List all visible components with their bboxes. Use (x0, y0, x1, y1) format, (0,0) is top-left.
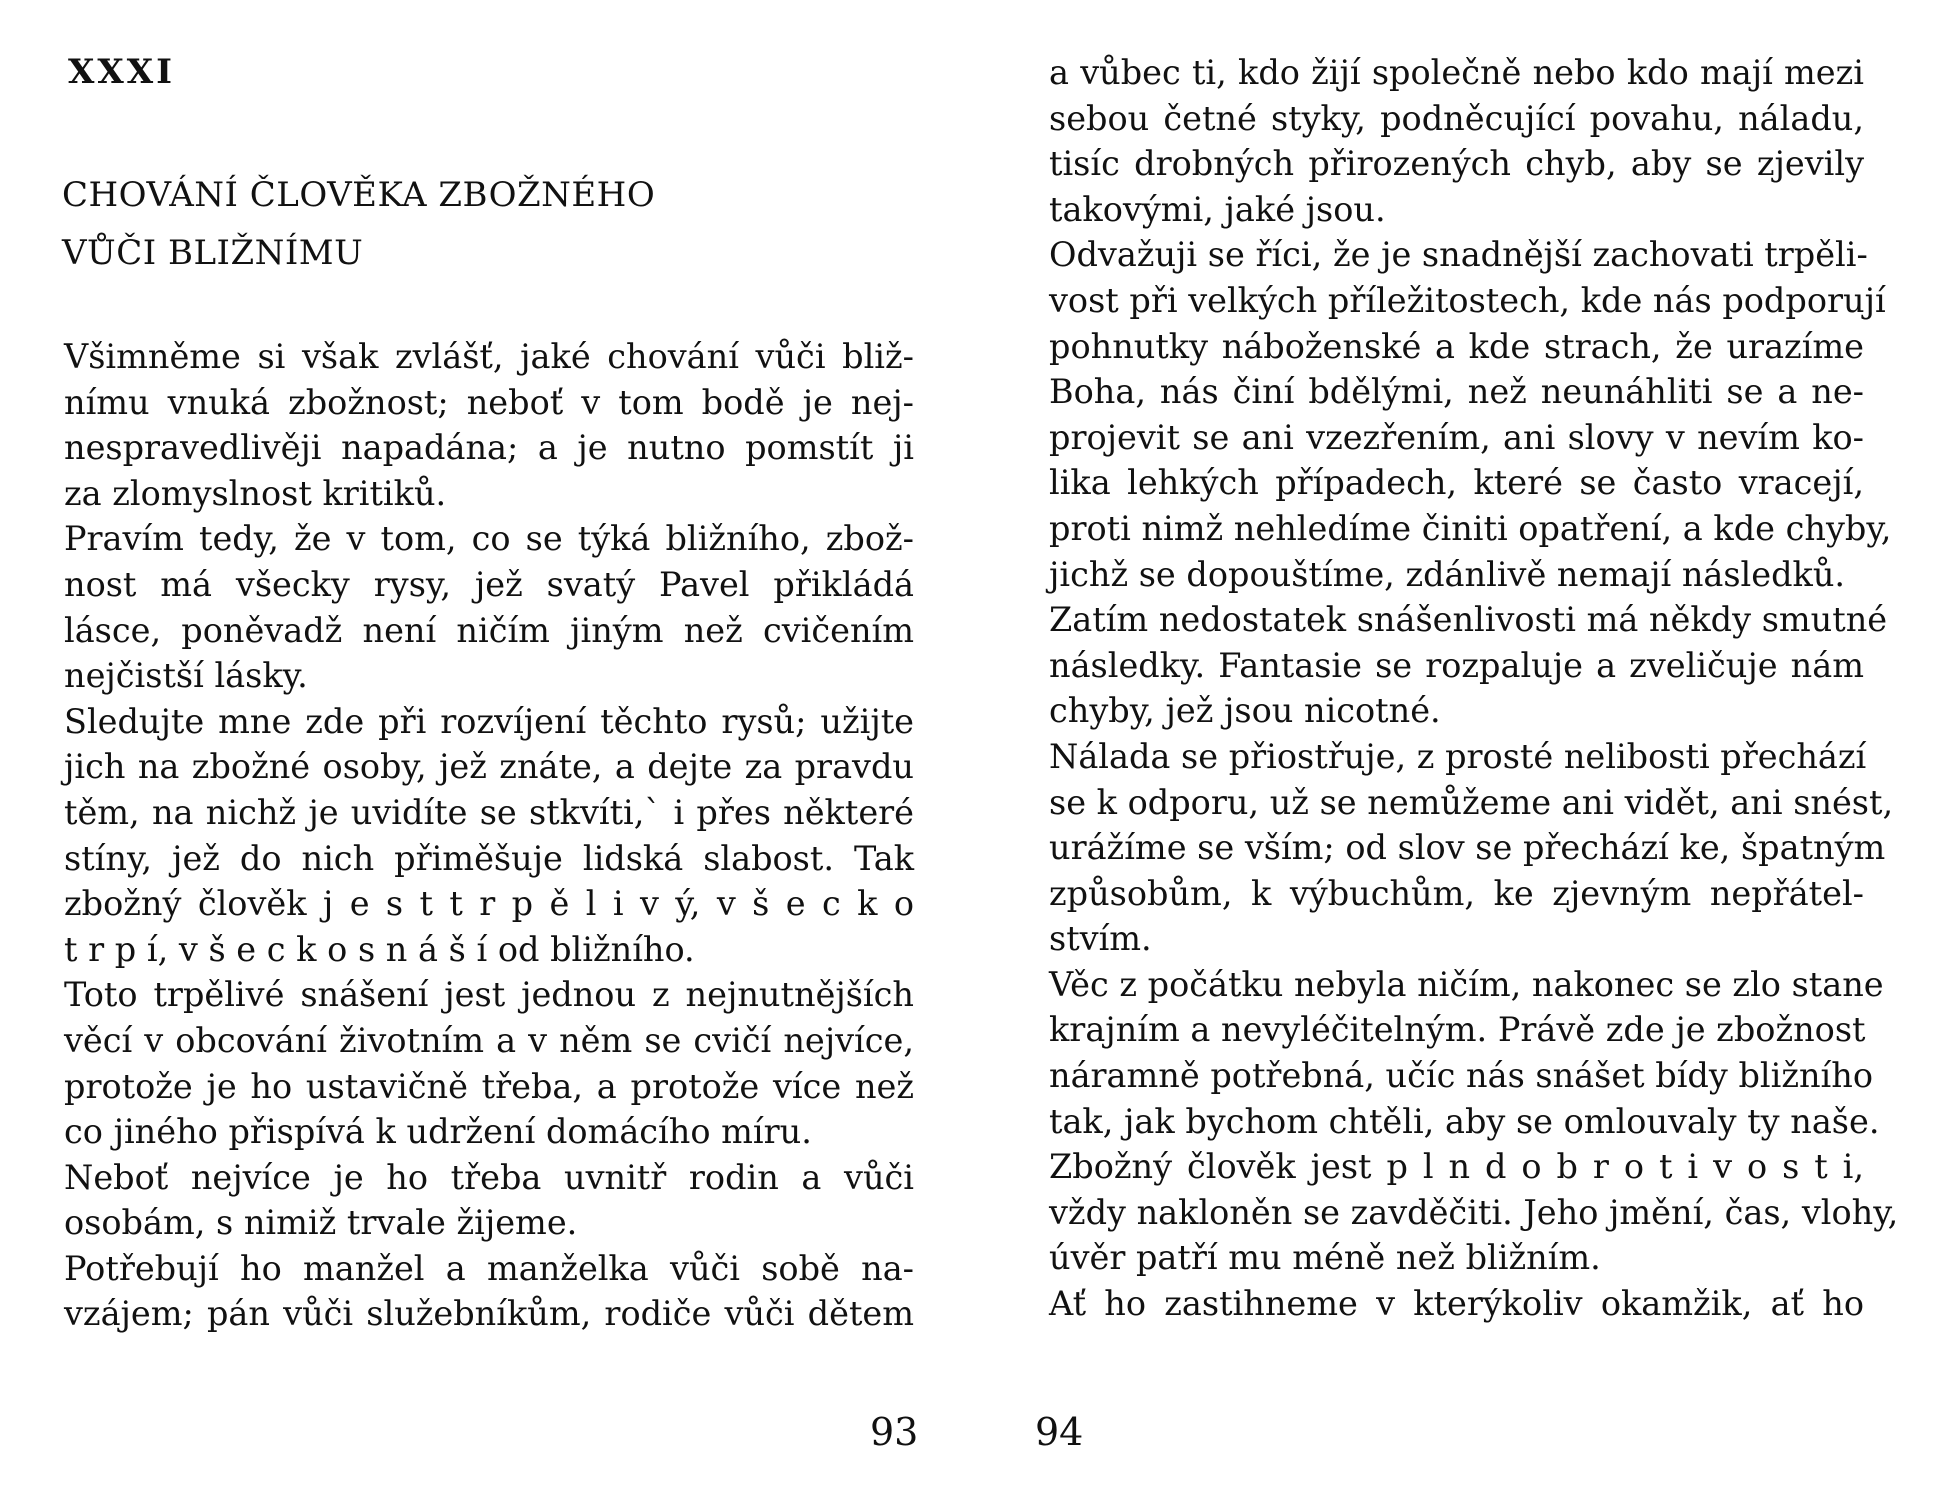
text-line: náramně potřebná, učíc nás snášet bídy bližního (1049, 1056, 1874, 1096)
text-line: proti nimž nehledíme činiti opatření, a kde chyby, (1049, 508, 1892, 548)
text-line: jichž se dopouštíme, zdánlivě nemají následků. (1049, 554, 1846, 594)
text-line: vždy nakloněn se zavděčiti. Jeho jmění, čas, vlohy, (1049, 1192, 1899, 1232)
text-line: nespravedlivěji napadána; a je nutno pomstít ji (64, 428, 914, 468)
text-line: tisíc drobných přirozených chyb, aby se zjevily (1049, 144, 1864, 184)
text-line: chyby, jež jsou nicotné. (1049, 691, 1441, 731)
page-number: 93 (870, 1410, 919, 1454)
text-line: lásce, poněvadž není ničím jiným než cvičením (64, 610, 914, 650)
left-body-text (64, 334, 914, 1337)
text-line: osobám, s nimiž trvale žijeme. (64, 1203, 578, 1243)
text-line: Zbožný člověk jest p l n d o b r o t i v o s t i, (1049, 1147, 1864, 1187)
text-line: způsobům, k výbuchům, ke zjevným nepřátel- (1049, 873, 1864, 913)
text-line: nost má všecky rysy, jež svatý Pavel přikládá (64, 564, 914, 604)
text-line: Neboť nejvíce je ho třeba uvnitř rodin a vůči (64, 1157, 914, 1197)
text-line: následky. Fantasie se rozpaluje a zveličuje nám (1049, 645, 1864, 685)
text-line: takovými, jaké jsou. (1049, 189, 1386, 229)
text-line: Odvažuji se říci, že je snadnější zachovati trpěli- (1049, 235, 1868, 275)
page-number: 94 (1035, 1410, 1084, 1454)
text-line: stíny, jež do nich přiměšuje lidská slabost. Tak (64, 838, 914, 878)
text-line: stvím. (1049, 919, 1152, 959)
text-line: se k odporu, už se nemůžeme ani vidět, ani snést, (1049, 782, 1894, 822)
text-line: Věc z počátku nebyla ničím, nakonec se zlo stane (1049, 964, 1884, 1004)
text-line: co jiného přispívá k udržení domácího míru. (64, 1112, 812, 1152)
text-line: pohnutky náboženské a kde strach, že urazíme (1049, 326, 1864, 366)
text-line: protože je ho ustavičně třeba, a protože více než (64, 1066, 914, 1106)
text-line: Nálada se přiostřuje, z prosté nelibosti přechází (1049, 736, 1867, 776)
text-line: Toto trpělivé snášení jest jednou z nejnutnějších (64, 975, 914, 1015)
text-line: úvěr patří mu méně než bližním. (1049, 1238, 1601, 1278)
right-page (969, 0, 1938, 1500)
chapter-title-line: CHOVÁNÍ ČLOVĚKA ZBOŽNÉHO (62, 175, 656, 215)
right-body-text (1049, 50, 1899, 1327)
text-line: tak, jak bychom chtěli, aby se omlouvaly ty naše. (1049, 1101, 1880, 1141)
text-line: nejčistší lásky. (64, 656, 308, 696)
text-line: za zlomyslnost kritiků. (64, 473, 447, 513)
text-line: zbožný člověk j e s t t r p ě l i v ý, v š e c k o (64, 884, 914, 924)
text-line: věcí v obcování životním a v něm se cvičí nejvíce, (64, 1020, 914, 1060)
text-line: krajním a nevyléčitelným. Právě zde je zbožnost (1049, 1010, 1866, 1050)
text-line: lika lehkých případech, které se často vracejí, (1049, 463, 1864, 503)
text-line: Potřebují ho manžel a manželka vůči sobě na- (64, 1248, 914, 1288)
text-line: jich na zbožné osoby, jež znáte, a dejte za pravdu (64, 747, 914, 787)
chapter-title-line: VŮČI BLIŽNÍMU (62, 233, 364, 273)
text-line: t r p í, v š e c k o s n á š í od bližního. (64, 929, 695, 969)
text-line: Ať ho zastihneme v kterýkoliv okamžik, ať ho (1049, 1284, 1864, 1324)
text-line: těm, na nichž je uvidíte se stkvíti,` i přes některé (64, 792, 914, 832)
text-line: Zatím nedostatek snášenlivosti má někdy smutné (1049, 600, 1888, 640)
chapter-number: XXXI (68, 52, 176, 92)
text-line: urážíme se vším; od slov se přechází ke, špatným (1049, 828, 1886, 868)
text-line: sebou četné styky, podněcující povahu, náladu, (1049, 98, 1864, 138)
text-line: projevit se ani vzezřením, ani slovy v nevím ko- (1049, 417, 1864, 457)
text-line: nímu vnuká zbožnost; neboť v tom bodě je nej- (64, 382, 914, 422)
text-line: Sledujte mne zde při rozvíjení těchto rysů; užijte (64, 701, 914, 741)
text-line: a vůbec ti, kdo žijí společně nebo kdo mají mezi (1049, 53, 1864, 92)
chapter-title (62, 166, 655, 282)
text-line: vost při velkých příležitostech, kde nás podporují (1049, 280, 1886, 320)
text-line: Boha, nás činí bdělými, než neunáhliti se a ne- (1049, 372, 1864, 412)
text-line: Všimněme si však zvlášť, jaké chování vůči bliž- (64, 337, 914, 376)
text-line: Pravím tedy, že v tom, co se týká bližního, zbož- (64, 519, 914, 559)
text-line: vzájem; pán vůči služebníkům, rodiče vůči dětem (64, 1294, 914, 1334)
